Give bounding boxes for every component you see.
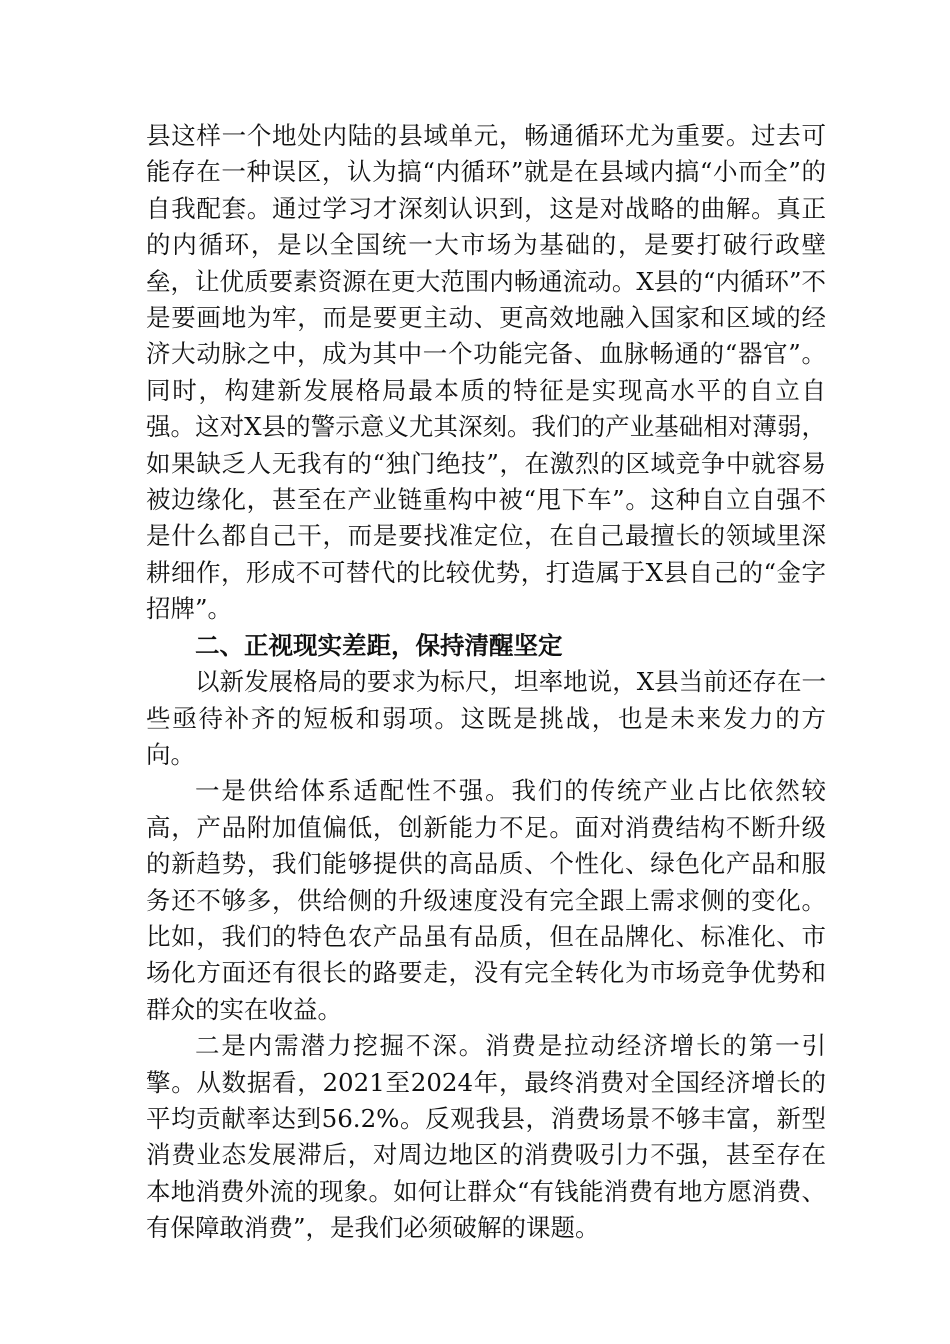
body-paragraph-4 [146, 1028, 826, 1246]
body-paragraph-3 [146, 773, 826, 1028]
section-heading-2: 二、正视现实差距，保持清醒坚定 [195, 630, 563, 660]
paragraph-body-supply: 我们的传统产业占比依然较高，产品附加值偏低，创新能力不足。面对消费结构不断升级的新趋势，我们能够提供的高品质、个性化、绿色化产品和服务还不够多，供给侧的升级速度没有完全跟上需求侧的变化。比如，我们的特色农产品虽有品质，但在品牌化、标准化、市场化方面还有很长的路要走，没有完全转化为市场竞争优势和群众的实在收益。 [146, 776, 827, 1024]
paragraph-body-demand: 消费是拉动经济增长的第一引擎。从数据看，2021至2024年，最终消费对全国经济增长的平均贡献率达到56.2%。反观我县，消费场景不够丰富，新型消费业态发展滞后，对周边地区的消费吸引力不强，甚至存在本地消费外流的现象。如何让群众“有钱能消费有地方愿消费、有保障敢消费”，是我们必须破解的课题。 [146, 1031, 827, 1243]
paragraph-lead-supply: 一是供给体系适配性不强。 [195, 776, 512, 806]
paragraph-lead-demand: 二是内需潜力挖掘不深。 [195, 1031, 486, 1061]
body-paragraph-1: 县这样一个地处内陆的县域单元，畅通循环尤为重要。过去可能存在一种误区，认为搞“内循环”就是在县域内搞“小而全”的自我配套。通过学习才深刻认识到，这是对战略的曲解。真正的内循环，是以全国统一大市场为基础的，是要打破行政壁垒，让优质要素资源在更大范围内畅通流动。X县的“内循环”不是要画地为牢，而是要更主动、更高效地融入国家和区域的经济大动脉之中，成为其中一个功能完备、血脉畅通的“器官”。同时，构建新发展格局最本质的特征是实现高水平的自立自强。这对X县的警示意义尤其深刻。我们的产业基础相对薄弱，如果缺乏人无我有的“独门绝技”，在激烈的区域竞争中就容易被边缘化，甚至在产业链重构中被“甩下车”。这种自立自强不是什么都自己干，而是要找准定位，在自己最擅长的领域里深耕细作，形成不可替代的比较优势，打造属于X县自己的“金字招牌”。 [146, 121, 826, 624]
body-paragraph-2: 以新发展格局的要求为标尺，坦率地说，X县当前还存在一些亟待补齐的短板和弱项。这既是挑战，也是未来发力的方向。 [146, 667, 826, 769]
document-page [146, 118, 826, 1247]
